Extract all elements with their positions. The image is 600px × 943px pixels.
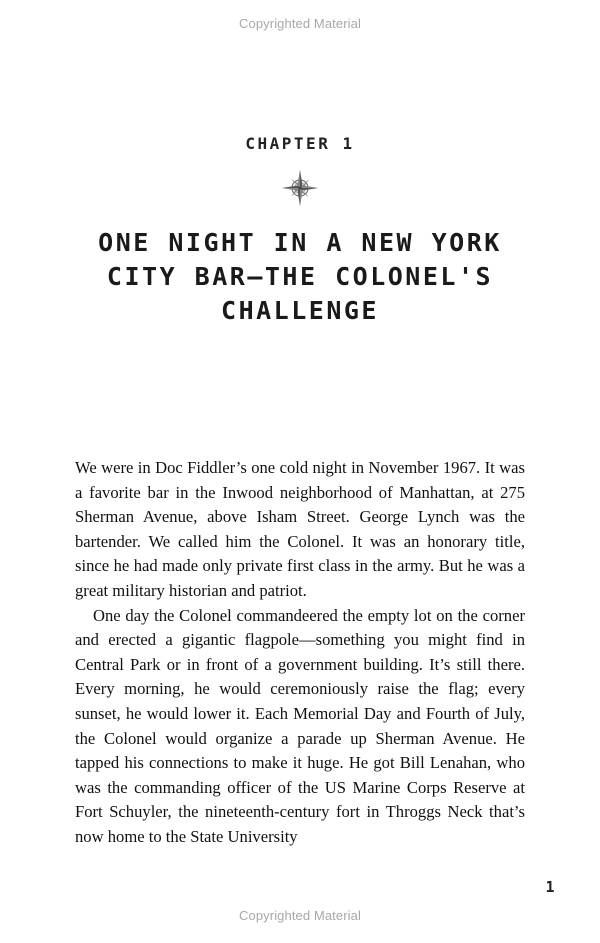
paragraph-1: We were in Doc Fiddler’s one cold night in November 1967. It was a favorite bar in the Inwood neighborhood of Manhattan, at 275 Sherman Avenue, above Isham Street. George Lynch was the bartender. We called him the Colonel. It was an honorary title, since he had made only private first class in the army. But he was a great military historian and patriot. [75, 458, 525, 600]
chapter-label: CHAPTER 1 [245, 134, 355, 153]
compass-rose-icon [280, 168, 320, 208]
watermark-bottom: Copyrighted Material [239, 908, 361, 923]
page-number: 1 [545, 878, 555, 896]
body-text [75, 456, 525, 850]
watermark-top: Copyrighted Material [239, 16, 361, 31]
paragraph-2: One day the Colonel commandeered the empty lot on the corner and erected a gigantic flagpole—something you might find in Central Park or in front of a government building. It’s still there. Every morning, he would ceremoniously raise the flag; every sunset, he would lower it. Each Memorial Day and Fourth of July, the Colonel would organize a parade up Sherman Avenue. He tapped his connections to make it huge. He got Bill Lenahan, who was the commanding officer of the US Marine Corps Reserve at Fort Schuyler, the nineteenth-century fort in Throggs Neck that’s now home to the State University [75, 605, 525, 846]
chapter-title: ONE NIGHT IN A NEW YORK CITY BAR—THE COLONEL'S CHALLENGE [98, 228, 502, 325]
